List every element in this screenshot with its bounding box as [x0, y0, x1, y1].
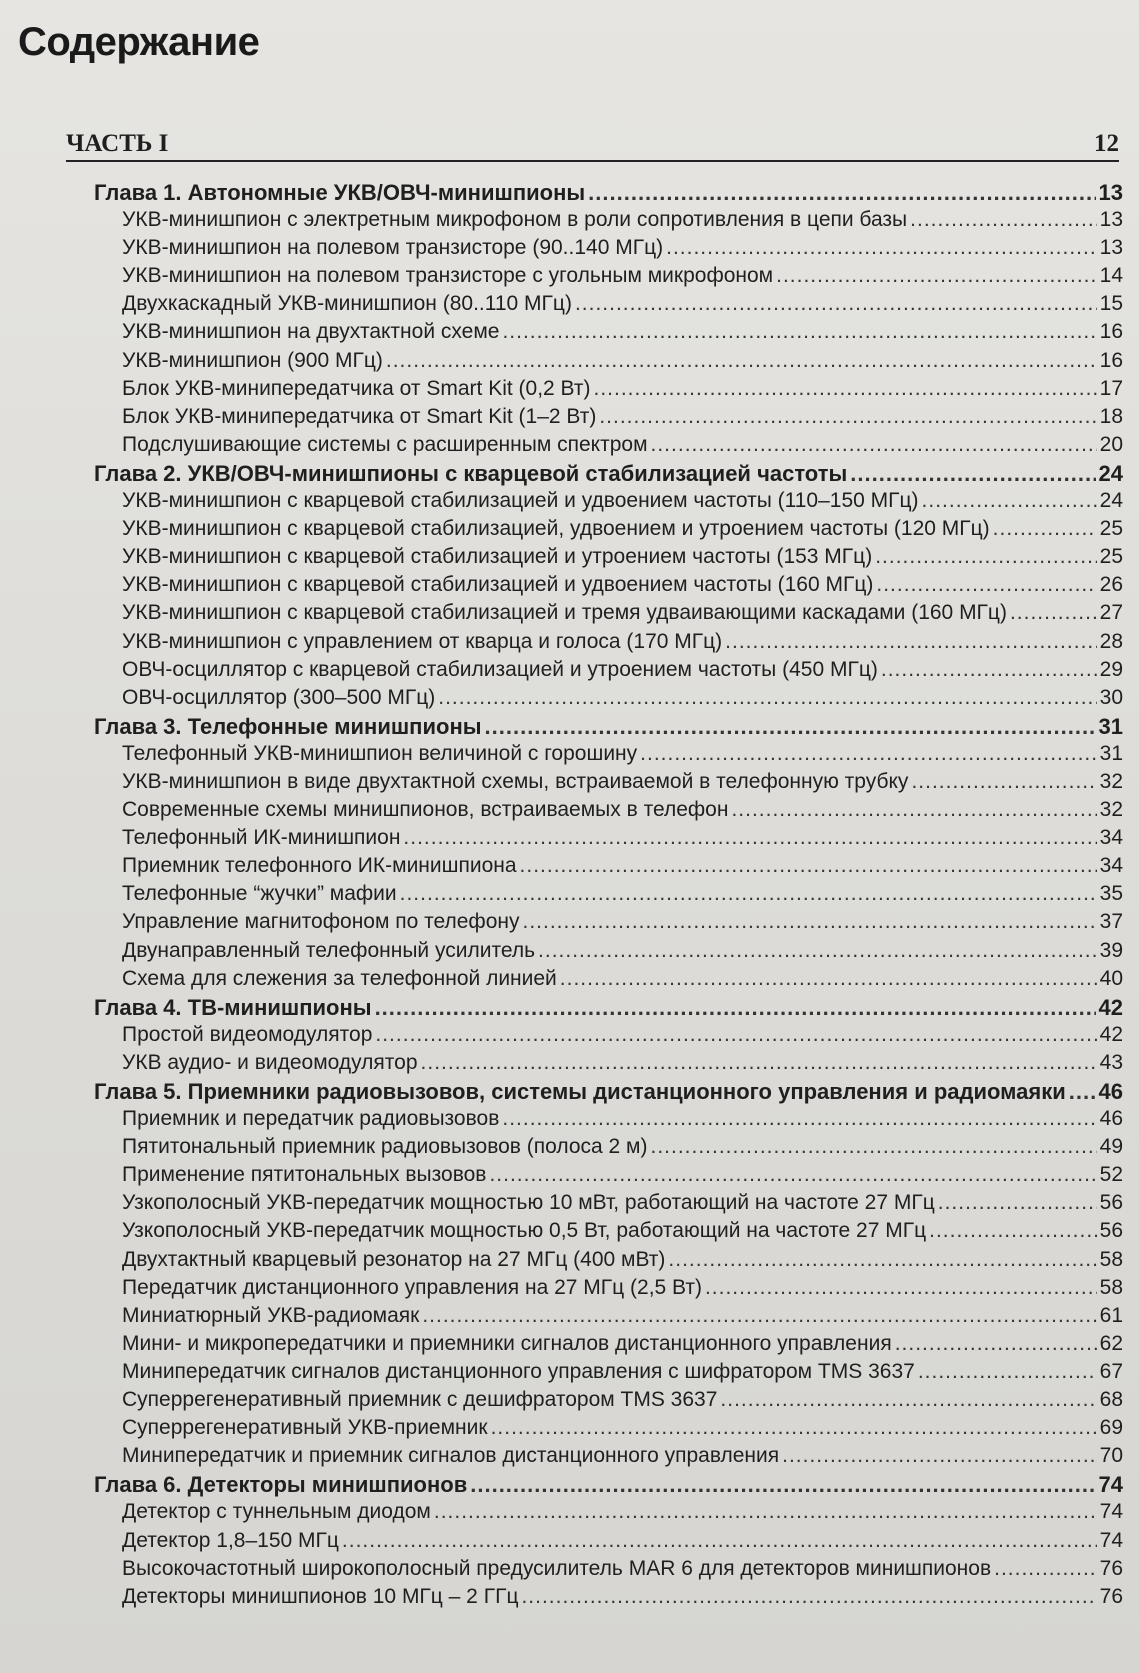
page-number: 46	[1098, 1079, 1123, 1104]
toc-chapter	[0, 1079, 1139, 1107]
dot-leader	[502, 1107, 1096, 1131]
toc-entry	[0, 770, 1139, 798]
dot-leader	[560, 967, 1097, 991]
entry-title: Современные схемы минишпионов, встраиваемых в телефон	[122, 798, 729, 822]
dot-leader	[375, 1023, 1096, 1047]
dot-leader	[421, 1051, 1097, 1075]
dot-leader	[640, 742, 1096, 766]
dot-leader	[881, 658, 1097, 682]
entry-title: Детектор с туннельным диодом	[122, 1500, 431, 1524]
entry-title: Приемник телефонного ИК-минишпиона	[122, 854, 517, 878]
dot-leader	[520, 854, 1097, 878]
page-number: 35	[1099, 882, 1123, 906]
entry-title: УКВ-минишпион (900 МГц)	[122, 348, 383, 372]
toc-entry	[0, 798, 1139, 826]
entry-title: Блок УКВ-минипередатчика от Smart Kit (0,2 Вт)	[122, 376, 591, 400]
page-number: 15	[1099, 292, 1123, 316]
entry-title: Управление магнитофоном по телефону	[122, 910, 520, 934]
dot-leader	[666, 236, 1097, 260]
toc-entry	[0, 1051, 1139, 1079]
toc-chapter	[0, 714, 1139, 742]
page-number: 68	[1099, 1388, 1123, 1412]
page-number: 24	[1098, 460, 1123, 486]
entry-title: УКВ-минишпион с кварцевой стабилизацией, удвоением и утроением частоты (120 МГц)	[122, 517, 990, 541]
entry-title: Телефонный УКВ-минишпион величиной с горошину	[122, 741, 638, 765]
chapter-title: Глава 3. Телефонные минишпионы	[94, 713, 482, 739]
page-number: 37	[1099, 910, 1123, 934]
page-number: 46	[1099, 1107, 1123, 1131]
page-title: Содержание	[18, 20, 260, 64]
entry-title: ОВЧ-осциллятор с кварцевой стабилизацией и утроением частоты (450 МГц)	[122, 657, 878, 681]
dot-leader	[599, 405, 1096, 429]
page-number: 29	[1099, 657, 1123, 681]
dot-leader	[403, 826, 1096, 850]
toc-entry	[0, 1219, 1139, 1247]
page-number: 13	[1099, 236, 1123, 260]
entry-title: УКВ-минишпион на полевом транзисторе с угольным микрофоном	[122, 264, 774, 288]
page-number: 27	[1099, 601, 1123, 625]
entry-title: Блок УКВ-минипередатчика от Smart Kit (1–2 Вт)	[122, 404, 597, 428]
entry-title: УКВ-минишпион с кварцевой стабилизацией и удвоением частоты (160 МГц)	[122, 573, 874, 597]
entry-title: УКВ-минишпион на двухтактной схеме	[122, 320, 500, 344]
entry-title: Детекторы минишпионов 10 МГц – 2 ГГц	[122, 1584, 519, 1608]
dot-leader	[438, 686, 1096, 710]
toc-entry	[0, 1557, 1139, 1585]
entry-title: Телефонные “жучки” мафии	[122, 882, 397, 906]
toc-entry	[0, 320, 1139, 348]
page-number: 70	[1099, 1444, 1123, 1468]
toc-entry	[0, 208, 1139, 236]
page-number: 39	[1099, 938, 1123, 962]
toc-chapter	[0, 180, 1139, 208]
toc-entry	[0, 264, 1139, 292]
toc-entry	[0, 1135, 1139, 1163]
dot-leader	[485, 714, 1096, 740]
page-number: 32	[1099, 798, 1123, 822]
entry-title: Двухтактный кварцевый резонатор на 27 МГц (400 мВт)	[122, 1247, 666, 1271]
dot-leader	[705, 1276, 1097, 1300]
chapter-title: Глава 4. ТВ-минишпионы	[94, 994, 372, 1020]
chapter-title: Глава 6. Детекторы минишпионов	[94, 1472, 468, 1498]
toc-entry	[0, 1248, 1139, 1276]
page-number: 25	[1099, 545, 1123, 569]
entry-title: Пятитональный приемник радиовызовов (полоса 2 м)	[122, 1135, 648, 1159]
page-number: 56	[1099, 1191, 1123, 1215]
dot-leader	[918, 1360, 1097, 1384]
toc-entry	[0, 630, 1139, 658]
dot-leader	[776, 264, 1097, 288]
entry-title: ОВЧ-осциллятор (300–500 МГц)	[122, 685, 436, 709]
dot-leader	[1010, 601, 1097, 625]
toc-entry	[0, 826, 1139, 854]
page-number: 58	[1099, 1275, 1123, 1299]
dot-leader	[593, 377, 1096, 401]
dot-leader	[502, 320, 1096, 344]
dot-leader	[342, 1529, 1097, 1553]
toc-entry	[0, 1023, 1139, 1051]
page-number: 43	[1099, 1050, 1123, 1074]
toc-entry	[0, 545, 1139, 573]
entry-title: УКВ-минишпион с электретным микрофоном в роли сопротивления в цепи базы	[122, 208, 908, 232]
toc-entry	[0, 1163, 1139, 1191]
page-number: 34	[1099, 826, 1123, 850]
dot-leader	[922, 489, 1097, 513]
toc-entry	[0, 1107, 1139, 1135]
dot-leader	[489, 1163, 1096, 1187]
toc-entry	[0, 1500, 1139, 1528]
toc-entry	[0, 433, 1139, 461]
toc-entry	[0, 1276, 1139, 1304]
toc-entry	[0, 686, 1139, 714]
toc-entry	[0, 1304, 1139, 1332]
toc-entry	[0, 489, 1139, 517]
entry-title: Передатчик дистанционного управления на 27 МГц (2,5 Вт)	[122, 1275, 702, 1299]
dot-leader	[993, 517, 1097, 541]
page-number: 62	[1099, 1331, 1123, 1355]
page-number: 31	[1098, 713, 1123, 739]
page-number: 67	[1099, 1359, 1123, 1383]
toc-entry	[0, 1360, 1139, 1388]
page-number: 16	[1099, 320, 1123, 344]
entry-title: Простой видеомодулятор	[122, 1022, 373, 1046]
page-number: 25	[1099, 517, 1123, 541]
dot-leader	[400, 882, 1097, 906]
dot-leader	[651, 433, 1097, 457]
toc-entry	[0, 517, 1139, 545]
entry-title: Детектор 1,8–150 МГц	[122, 1528, 339, 1552]
dot-leader	[720, 1388, 1096, 1412]
entry-title: Суперрегенеративный УКВ-приемник	[122, 1416, 488, 1440]
entry-title: Применение пятитональных вызовов	[122, 1163, 487, 1187]
toc-entry	[0, 292, 1139, 320]
page-number: 52	[1099, 1163, 1123, 1187]
page-number: 26	[1099, 573, 1123, 597]
dot-leader	[521, 1585, 1096, 1609]
toc-entry	[0, 882, 1139, 910]
dot-leader	[895, 1332, 1097, 1356]
entry-title: Мини- и микропередатчики и приемники сигналов дистанционного управления	[122, 1331, 892, 1355]
toc-entry	[0, 573, 1139, 601]
toc-entry	[0, 1416, 1139, 1444]
toc-entry	[0, 377, 1139, 405]
toc-chapter	[0, 995, 1139, 1023]
toc-entry	[0, 967, 1139, 995]
dot-leader	[910, 208, 1096, 232]
dot-leader	[491, 1416, 1097, 1440]
page-number: 69	[1099, 1416, 1123, 1440]
dot-leader	[470, 1472, 1095, 1498]
entry-title: УКВ-минишпион с кварцевой стабилизацией и удвоением частоты (110–150 МГц)	[122, 489, 919, 513]
chapter-title: Глава 2. УКВ/ОВЧ-минишпионы с кварцевой стабилизацией частоты	[94, 460, 848, 486]
toc-chapter	[0, 1472, 1139, 1500]
page-number: 40	[1099, 966, 1123, 990]
page-number: 56	[1099, 1219, 1123, 1243]
page-number: 31	[1099, 741, 1123, 765]
toc-entry	[0, 1585, 1139, 1613]
page-number: 42	[1098, 994, 1123, 1020]
dot-leader	[375, 995, 1096, 1021]
dot-leader	[938, 1191, 1097, 1215]
dot-leader	[522, 910, 1096, 934]
toc-entry	[0, 1388, 1139, 1416]
dot-leader	[588, 180, 1095, 206]
page-number: 28	[1099, 629, 1123, 653]
page-number: 32	[1099, 769, 1123, 793]
toc-entry	[0, 1332, 1139, 1360]
dot-leader	[911, 770, 1096, 794]
page-number: 76	[1099, 1556, 1123, 1580]
toc-entry	[0, 1529, 1139, 1557]
entry-title: Приемник и передатчик радиовызовов	[122, 1107, 500, 1131]
part-label: ЧАСТЬ I	[66, 130, 169, 157]
dot-leader	[386, 349, 1097, 373]
dot-leader	[876, 573, 1096, 597]
page-number: 24	[1099, 489, 1123, 513]
toc-entry	[0, 349, 1139, 377]
toc-entry	[0, 939, 1139, 967]
dot-leader	[434, 1500, 1097, 1524]
entry-title: Минипередатчик и приемник сигналов дистанционного управления	[122, 1444, 780, 1468]
page-number: 13	[1098, 180, 1123, 205]
page-number: 74	[1099, 1528, 1123, 1552]
entry-title: Высокочастотный широкополосный предусилитель MAR 6 для детекторов минишпионов	[122, 1556, 992, 1580]
dot-leader	[731, 798, 1096, 822]
page-number: 30	[1099, 685, 1123, 709]
table-of-contents	[0, 180, 1139, 1613]
page-number: 14	[1099, 264, 1123, 288]
toc-entry	[0, 854, 1139, 882]
dot-leader	[575, 292, 1097, 316]
page-number: 74	[1098, 1472, 1123, 1498]
entry-title: Узкополосный УКВ-передатчик мощностью 0,5 Вт, работающий на частоте 27 МГц	[122, 1219, 927, 1243]
toc-entry	[0, 236, 1139, 264]
dot-leader	[1069, 1079, 1096, 1105]
dot-leader	[850, 461, 1095, 487]
page-number: 58	[1099, 1247, 1123, 1271]
page-number: 34	[1099, 854, 1123, 878]
chapter-title: Глава 1. Автономные УКВ/ОВЧ-минишпионы	[94, 180, 586, 205]
dot-leader	[725, 630, 1096, 654]
entry-title: Миниатюрный УКВ-радиомаяк	[122, 1303, 420, 1327]
entry-title: Двухкаскадный УКВ-минишпион (80..110 МГц)	[122, 292, 572, 316]
toc-entry	[0, 658, 1139, 686]
dot-leader	[668, 1248, 1096, 1272]
page-number: 74	[1099, 1500, 1123, 1524]
dot-leader	[994, 1557, 1097, 1581]
toc-entry	[0, 742, 1139, 770]
entry-title: УКВ-минишпион в виде двухтактной схемы, встраиваемой в телефонную трубку	[122, 769, 909, 793]
entry-title: Суперрегенеративный приемник с дешифратором TMS 3637	[122, 1388, 718, 1412]
entry-title: УКВ-минишпион с кварцевой стабилизацией и утроением частоты (153 МГц)	[122, 545, 873, 569]
part-heading	[66, 130, 1119, 162]
entry-title: Минипередатчик сигналов дистанционного управления с шифратором TMS 3637	[122, 1359, 915, 1383]
toc-entry	[0, 1444, 1139, 1472]
page-number: 16	[1099, 348, 1123, 372]
page-number: 42	[1099, 1022, 1123, 1046]
entry-title: Схема для слежения за телефонной линией	[122, 966, 557, 990]
dot-leader	[538, 939, 1097, 963]
page-number: 49	[1099, 1135, 1123, 1159]
entry-title: УКВ-минишпион на полевом транзисторе (90..140 МГц)	[122, 236, 664, 260]
entry-title: УКВ-минишпион с кварцевой стабилизацией и тремя удваивающими каскадами (160 МГц)	[122, 601, 1007, 625]
page-number: 17	[1099, 376, 1123, 400]
dot-leader	[782, 1444, 1097, 1468]
page-number: 61	[1099, 1303, 1123, 1327]
entry-title: УКВ аудио- и видеомодулятор	[122, 1050, 418, 1074]
toc-entry	[0, 405, 1139, 433]
toc-entry	[0, 601, 1139, 629]
page-number: 20	[1099, 432, 1123, 456]
toc-entry	[0, 1191, 1139, 1219]
part-page-number: 12	[1094, 130, 1119, 157]
entry-title: Подслушивающие системы с расширенным спектром	[122, 432, 648, 456]
dot-leader	[651, 1135, 1097, 1159]
entry-title: Двунаправленный телефонный усилитель	[122, 938, 536, 962]
page-number: 18	[1099, 404, 1123, 428]
entry-title: Телефонный ИК-минишпион	[122, 826, 401, 850]
dot-leader	[929, 1219, 1097, 1243]
toc-chapter	[0, 461, 1139, 489]
dot-leader	[875, 545, 1096, 569]
toc-entry	[0, 910, 1139, 938]
entry-title: УКВ-минишпион с управлением от кварца и голоса (170 МГц)	[122, 629, 723, 653]
page-number: 76	[1099, 1584, 1123, 1608]
chapter-title: Глава 5. Приемники радиовызовов, системы дистанционного управления и радиомаяки	[94, 1079, 1066, 1104]
entry-title: Узкополосный УКВ-передатчик мощностью 10 мВт, работающий на частоте 27 МГц	[122, 1191, 935, 1215]
dot-leader	[422, 1304, 1096, 1328]
page-number: 13	[1099, 208, 1123, 232]
